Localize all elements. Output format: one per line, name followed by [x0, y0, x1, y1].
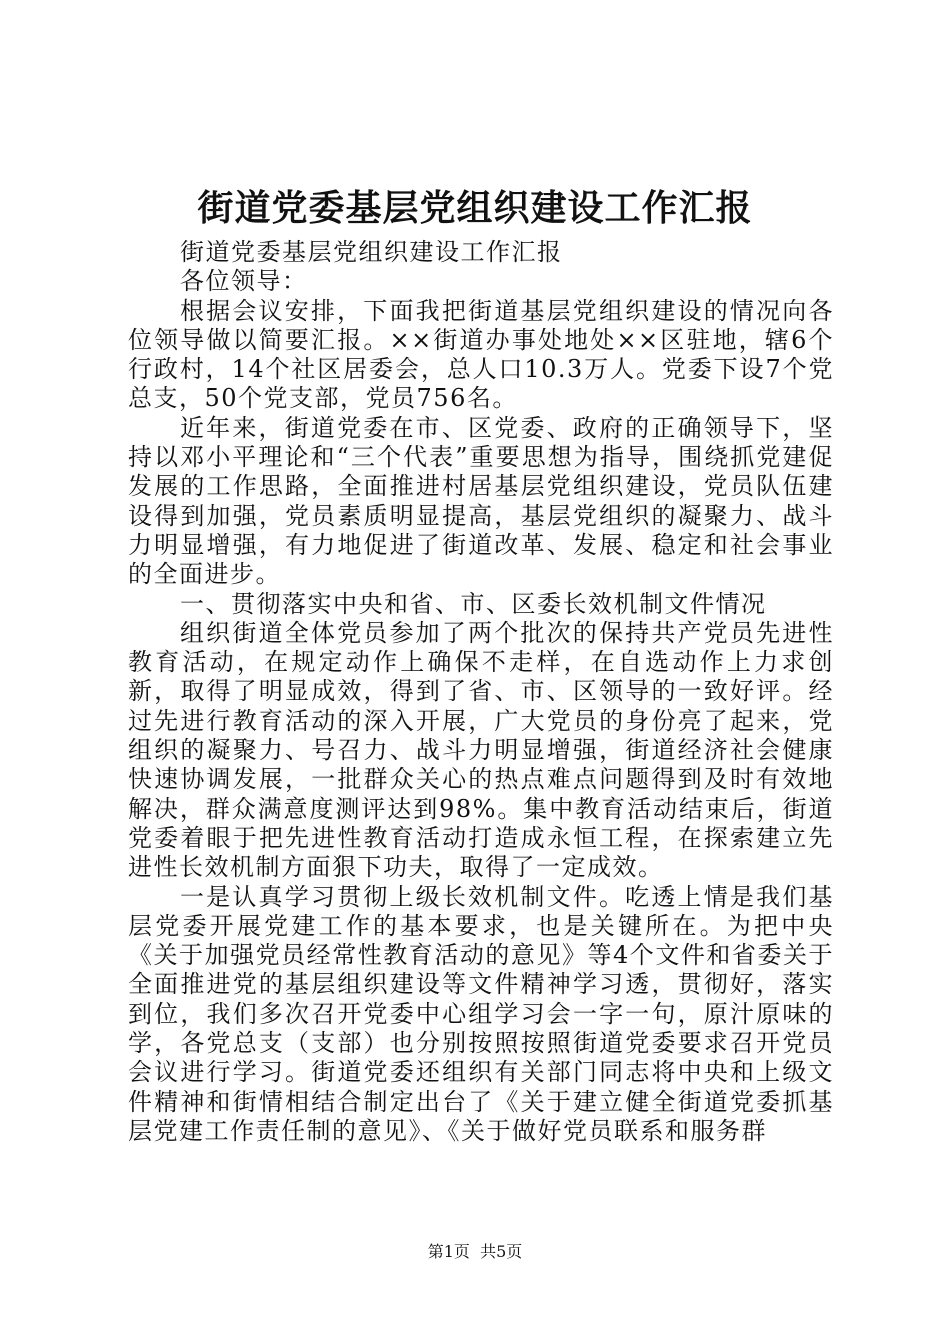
document-body [128, 238, 834, 1146]
page-total: 共5页 [480, 1242, 523, 1261]
paragraph-study-documents: 一是认真学习贯彻上级长效机制文件。吃透上情是我们基层党委开展党建工作的基本要求，也是关键所在。为把中央《关于加强党员经常性教育活动的意见》等4个文件和省委关于全面推进党的基层组织建设等文件精神学习透，贯彻好，落实到位，我们多次召开党委中心组学习会一字一句，原汁原味的学，各党总支（支部）也分别按照按照街道党委要求召开党员会议进行学习。街道党委还组织有关部门同志将中央和上级文件精神和街情相结合制定出台了《关于建立健全街道党委抓基层党建工作责任制的意见》、《关于做好党员联系和服务群 [128, 882, 834, 1145]
page-number: 第1页 [427, 1242, 470, 1261]
paragraph-salutation: 各位领导： [180, 267, 308, 296]
paragraph-subtitle: 街道党委基层党组织建设工作汇报 [180, 238, 563, 266]
paragraph-intro: 根据会议安排，下面我把街道基层党组织建设的情况向各位领导做以简要汇报。××街道办事处地处××区驻地，辖6个行政村，14个社区居委会，总人口10.3万人。党委下设7个党总支，50个党支部，党员756名。 [128, 296, 834, 413]
paragraph-education-activity: 组织街道全体党员参加了两个批次的保持共产党员先进性教育活动，在规定动作上确保不走样，在自选动作上力求创新，取得了明显成效，得到了省、市、区领导的一致好评。经过先进行教育活动的深入开展，广大党员的身份亮了起来，党组织的凝聚力、号召力、战斗力明显增强，街道经济社会健康快速协调发展，一批群众关心的热点难点问题得到及时有效地解决，群众满意度测评达到98%。集中教育活动结束后，街道党委着眼于把先进性教育活动打造成永恒工程，在探索建立先进性长效机制方面狠下功夫，取得了一定成效。 [128, 618, 834, 882]
paragraph-overview: 近年来，街道党委在市、区党委、政府的正确领导下，坚持以邓小平理论和“三个代表”重要思想为指导，围绕抓党建促发展的工作思路，全面推进村居基层党组织建设，党员队伍建设得到加强，党员素质明显提高，基层党组织的凝聚力、战斗力明显增强，有力地促进了街道改革、发展、稳定和社会事业的全面进步。 [128, 413, 834, 589]
section-heading-1: 一、贯彻落实中央和省、市、区委长效机制文件情况 [180, 589, 767, 618]
page-footer [0, 1240, 950, 1264]
document-title: 街道党委基层党组织建设工作汇报 [197, 187, 753, 229]
